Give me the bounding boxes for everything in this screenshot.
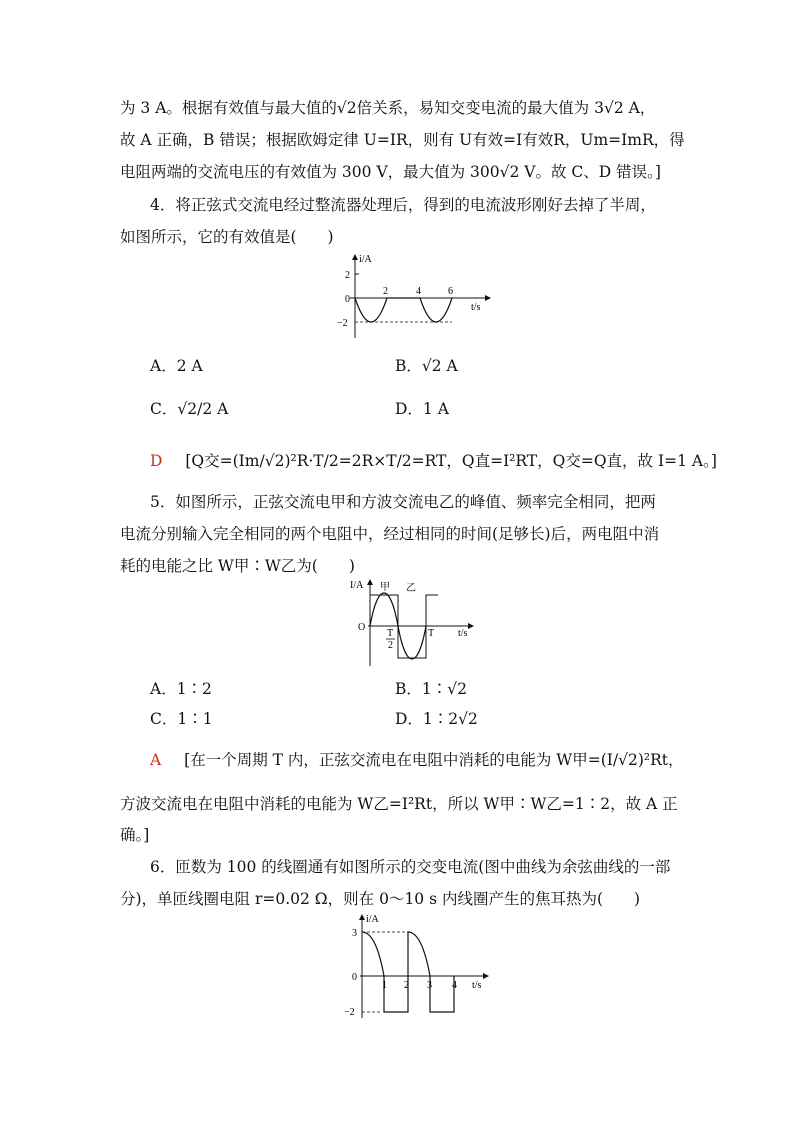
q4-xlabel: t/s xyxy=(471,302,481,313)
solution-line-1: 为 3 A。根据有效值与最大值的√2倍关系，易知交变电流的最大值为 3√2 A， xyxy=(120,99,656,117)
q5-answer-line-2: 方波交流电在电阻中消耗的电能为 W乙=I²Rt，所以 W甲∶W乙=1∶2，故 A 正 xyxy=(120,795,678,813)
q4-answer xyxy=(150,449,717,471)
q4-tick-x4: 4 xyxy=(416,286,421,297)
q4-wave xyxy=(355,298,452,322)
q5-answer xyxy=(150,748,684,770)
q5-stem-line-1: 5．如图所示，正弦交流电甲和方波交流电乙的峰值、频率完全相同，把两 xyxy=(150,493,656,511)
q5-xlabel: t/s xyxy=(458,628,468,639)
q5-figure xyxy=(340,578,480,668)
solution-line-2: 故 A 正确，B 错误；根据欧姆定律 U=IR，则有 U有效=I有效R，Um=ImR，得 xyxy=(120,131,685,149)
q6-current-curve xyxy=(362,932,454,1012)
q4-option-c: C．√2/2 A xyxy=(150,400,229,418)
q4-option-b: B．√2 A xyxy=(395,357,458,375)
q4-tick-x6: 6 xyxy=(448,286,453,297)
q5-stem-line-3: 耗的电能之比 W甲∶W乙为( ) xyxy=(120,557,355,575)
q6-tick-yneg: −2 xyxy=(344,1007,355,1018)
q5-tick-T: T xyxy=(428,628,435,639)
q6-tick-x3: 3 xyxy=(427,980,432,991)
q6-ylabel: i/A xyxy=(366,914,379,925)
q5-tick-T-half-den: 2 xyxy=(388,640,393,651)
q6-stem-line-1: 6．匝数为 100 的线圈通有如图所示的交变电流(图中曲线为余弦曲线的一部 xyxy=(150,858,671,876)
q5-option-a: A．1∶2 xyxy=(150,680,212,698)
q5-stem-line-2: 电流分别输入完全相同的两个电阻中，经过相同的时间(足够长)后，两电阻中消 xyxy=(120,525,660,543)
q6-tick-x4: 4 xyxy=(452,980,457,991)
q6-tick-y0: 0 xyxy=(352,972,357,983)
q4-tick-x2: 2 xyxy=(383,286,388,297)
q5-answer-line-1: [在一个周期 T 内，正弦交流电在电阻中消耗的电能为 W甲=(I/√2)²Rt， xyxy=(184,751,684,769)
q5-tick-T-half-num: T xyxy=(387,628,394,639)
q5-origin: O xyxy=(358,622,366,633)
solution-line-3: 电阻两端的交流电压的有效值为 300 V，最大值为 300√2 V。故 C、D 错误。] xyxy=(120,163,661,181)
q5-option-d: D．1∶2√2 xyxy=(395,710,478,728)
q6-tick-x1: 1 xyxy=(382,980,387,991)
q5-ylabel: I/A xyxy=(350,580,364,591)
q4-tick-yneg: −2 xyxy=(337,318,348,329)
q6-stem-line-2: 分)，单匝线圈电阻 r=0.02 Ω，则在 0～10 s 内线圈产生的焦耳热为( ) xyxy=(120,890,641,908)
q4-answer-explanation: [Q交=(Im/√2)²R·T/2=2R×T/2=RT，Q直=I²RT，Q交=Q直，故 I=1 A。] xyxy=(185,452,717,470)
q5-label-yi: 乙 xyxy=(406,583,416,594)
q4-option-d: D．1 A xyxy=(395,400,449,418)
q4-figure xyxy=(335,252,505,342)
q5-answer-letter: A xyxy=(150,751,162,769)
q4-tick-y0: 0 xyxy=(345,294,350,305)
q6-xlabel: t/s xyxy=(472,980,482,991)
q4-option-a: A．2 A xyxy=(150,357,203,375)
q5-answer-line-3: 确。] xyxy=(120,826,150,844)
q4-stem-line-1: 4．将正弦式交流电经过整流器处理后，得到的电流波形刚好去掉了半周， xyxy=(150,196,656,214)
q5-option-b: B．1∶√2 xyxy=(395,680,467,698)
q6-tick-x2: 2 xyxy=(404,980,409,991)
q6-figure xyxy=(340,912,500,1022)
q4-tick-y2: 2 xyxy=(345,270,350,281)
q5-label-jia: 甲 xyxy=(380,582,390,593)
q4-ylabel: i/A xyxy=(359,254,372,265)
q4-stem-line-2: 如图所示，它的有效值是( ) xyxy=(120,228,334,246)
q4-answer-letter: D xyxy=(150,452,163,470)
q5-option-c: C．1∶1 xyxy=(150,710,213,728)
q6-tick-y3: 3 xyxy=(352,928,357,939)
